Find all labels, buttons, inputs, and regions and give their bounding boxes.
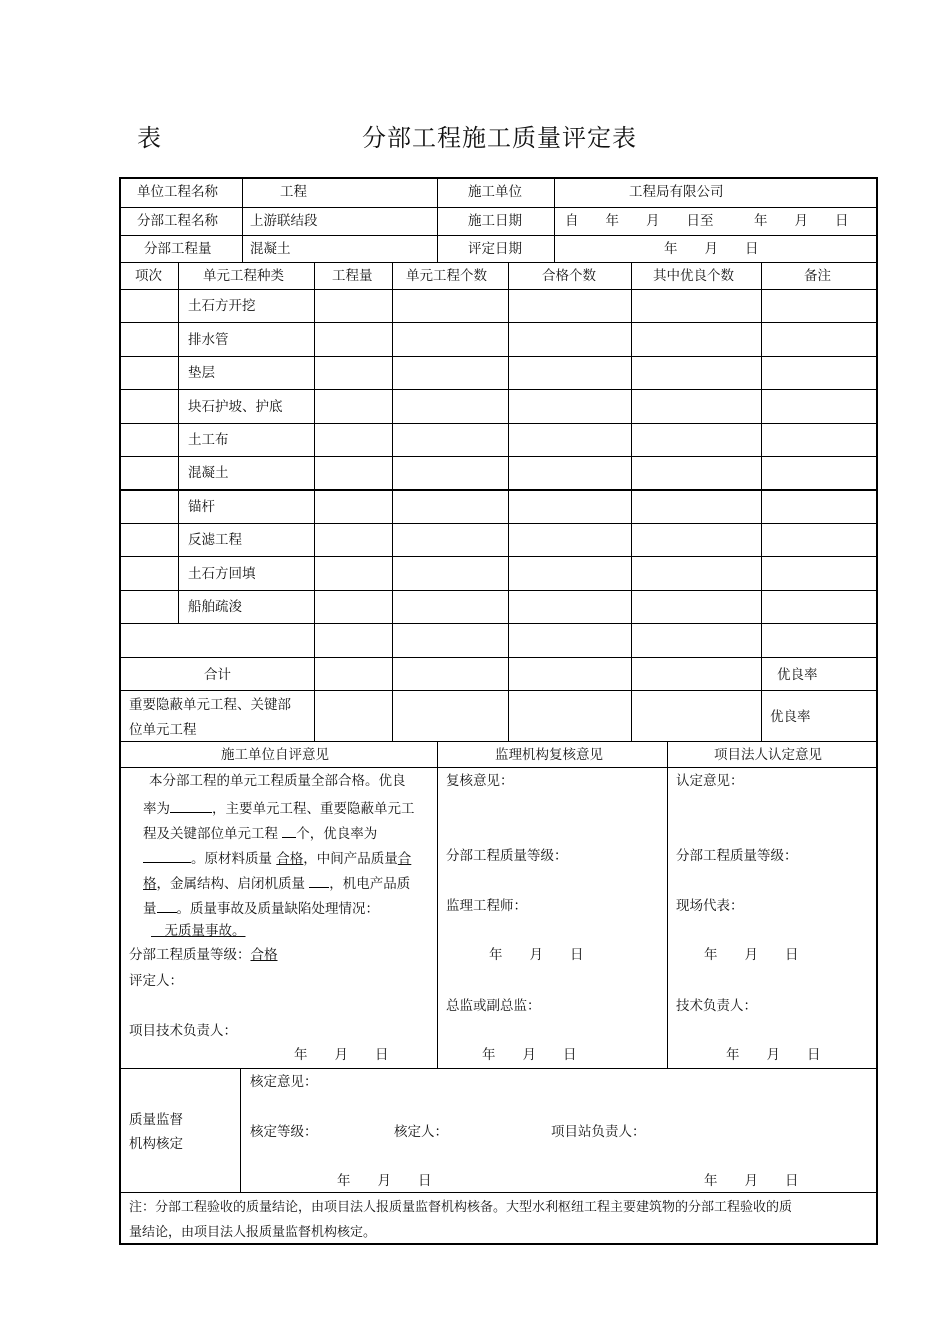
column-header: 合格个数	[542, 268, 596, 284]
row-line	[119, 356, 878, 357]
row-line	[119, 767, 878, 768]
owner-grade: 分部工程质量等级：	[676, 848, 798, 864]
item-type: 块石护坡、护底	[188, 399, 283, 415]
self-opinion-fragment: 。原材料质量	[191, 851, 277, 867]
construction-unit-label: 施工单位	[468, 184, 522, 200]
footnote: 注：分部工程验收的质量结论，由项目法人报质量监督机构核备。大型水利枢纽工程主要建筑物的分部工程验收的质	[129, 1200, 793, 1215]
row-line	[119, 1192, 878, 1193]
row-line	[119, 523, 878, 524]
row-line	[119, 207, 878, 208]
self-opinion-fragment: 无质量事故。	[164, 923, 246, 939]
column-header: 其中优良个数	[653, 268, 734, 284]
blank-line	[170, 800, 212, 813]
col-line	[392, 262, 393, 741]
col-line	[554, 177, 555, 262]
owner-date: 年 月 日	[726, 1047, 821, 1063]
col-line	[667, 741, 668, 1068]
self-evaluator: 评定人：	[129, 973, 183, 989]
self-opinion-fragment: 。质量事故及质量缺陷处理情况：	[176, 901, 379, 917]
blank-line	[309, 875, 329, 888]
row-line	[119, 489, 878, 491]
self-opinion-fragment: 量	[143, 901, 157, 917]
key-units-excellent-rate: 优良率	[770, 709, 811, 725]
item-type: 土石方开挖	[188, 298, 256, 314]
col-line	[240, 1068, 241, 1192]
item-type: 排水管	[188, 332, 229, 348]
qs-station-lead: 项目站负责人：	[551, 1124, 646, 1140]
supervisor-engineer: 监理工程师：	[446, 898, 527, 914]
opinion-header-supervisor: 监理机构复核意见	[495, 747, 603, 763]
eval-date-value: 年 月 日	[664, 241, 759, 257]
construction-unit-value: 工程局有限公司	[629, 184, 724, 200]
item-type: 船舶疏浚	[188, 599, 242, 615]
qs-opinion: 核定意见：	[250, 1074, 318, 1090]
self-opinion-fragment: 合	[397, 851, 412, 867]
supervisor-review: 复核意见：	[446, 773, 514, 789]
qs-grade: 核定等级：	[250, 1124, 318, 1140]
unit-project-label: 单位工程名称	[137, 184, 218, 200]
item-type: 土石方回填	[188, 566, 256, 582]
self-opinion-fragment: 格	[143, 876, 157, 892]
qs-label: 机构核定	[129, 1136, 183, 1152]
row-line	[119, 289, 878, 290]
row-line	[119, 1068, 878, 1069]
sub-quantity-value: 混凝土	[250, 241, 291, 257]
row-line	[119, 262, 878, 263]
blank-line	[157, 900, 177, 913]
row-line	[119, 456, 878, 457]
qs-date: 年 月 日	[704, 1173, 799, 1189]
col-line	[761, 262, 762, 741]
column-header: 工程量	[332, 268, 373, 284]
self-opinion-text	[143, 875, 410, 892]
sub-project-label: 分部工程名称	[137, 213, 218, 229]
key-units-label: 位单元工程	[129, 722, 197, 738]
qs-verifier: 核定人：	[394, 1124, 448, 1140]
item-type: 反滤工程	[188, 532, 242, 548]
supervisor-date: 年 月 日	[482, 1047, 577, 1063]
row-line	[119, 657, 878, 658]
col-line	[631, 262, 632, 741]
self-opinion-accident	[151, 925, 246, 939]
evaluation-form	[119, 177, 878, 1245]
row-line	[119, 423, 878, 424]
owner-confirm: 认定意见：	[676, 773, 744, 789]
opinion-header-owner: 项目法人认定意见	[714, 747, 822, 763]
self-opinion-text	[143, 850, 411, 867]
supervisor-chief: 总监或副总监：	[446, 998, 541, 1014]
column-header: 单元工程个数	[406, 268, 487, 284]
owner-date: 年 月 日	[704, 947, 799, 963]
item-type: 锚杆	[188, 499, 215, 515]
self-opinion-fragment: 率为	[143, 801, 170, 817]
row-line	[119, 235, 878, 236]
item-type: 混凝土	[188, 465, 229, 481]
item-type: 垫层	[188, 365, 215, 381]
self-opinion-fragment: 合格	[276, 851, 304, 867]
row-line	[119, 741, 878, 742]
column-header: 单元工程种类	[203, 268, 284, 284]
construction-date-value: 自 年 月 日至 年 月 日	[565, 213, 849, 229]
qs-date: 年 月 日	[337, 1173, 432, 1189]
col-line	[242, 177, 243, 262]
blank-line	[282, 825, 296, 838]
totals-label: 合计	[204, 667, 231, 683]
blank-line	[143, 850, 191, 863]
self-grade-label: 分部工程质量等级：	[129, 947, 251, 963]
col-line	[178, 262, 179, 624]
self-grade	[129, 949, 278, 963]
sub-project-value: 上游联结段	[250, 213, 318, 229]
self-opinion-fragment: ，金属结构、启闭机质量	[156, 876, 310, 892]
row-line	[119, 322, 878, 323]
supervisor-date: 年 月 日	[489, 947, 584, 963]
owner-tech: 技术负责人：	[676, 998, 757, 1014]
self-opinion-text: 本分部工程的单元工程质量全部合格。优良	[149, 773, 406, 789]
self-opinion-fragment: 个，优良率为	[296, 826, 378, 842]
owner-rep: 现场代表：	[676, 898, 744, 914]
column-header: 项次	[135, 268, 162, 284]
col-line	[437, 741, 438, 1068]
opinion-header-self: 施工单位自评意见	[221, 747, 329, 763]
eval-date-label: 评定日期	[468, 241, 522, 257]
footnote: 量结论，由项目法人报质量监督机构核定。	[129, 1225, 377, 1240]
self-opinion-fragment: ，中间产品质量	[303, 851, 398, 867]
row-line	[119, 690, 878, 691]
self-tech-lead: 项目技术负责人：	[129, 1023, 237, 1039]
qs-label: 质量监督	[129, 1112, 183, 1128]
totals-excellent-rate: 优良率	[777, 667, 818, 683]
column-header: 备注	[804, 268, 831, 284]
self-opinion-fragment: 程及关键部位单元工程	[143, 826, 283, 842]
construction-date-label: 施工日期	[468, 213, 522, 229]
self-opinion-fragment: ，机电产品质	[329, 876, 411, 892]
col-line	[508, 262, 509, 741]
col-line	[314, 262, 315, 741]
row-line	[119, 556, 878, 557]
col-line	[437, 177, 438, 262]
row-line	[119, 623, 878, 624]
self-opinion-text	[143, 900, 379, 917]
item-type: 土工布	[188, 432, 229, 448]
supervisor-grade: 分部工程质量等级：	[446, 848, 568, 864]
form-number-prefix: 表	[137, 124, 161, 152]
self-opinion-text	[143, 825, 377, 842]
self-opinion-fragment: ，主要单元工程、重要隐蔽单元工	[212, 801, 415, 817]
self-date: 年 月 日	[294, 1047, 389, 1063]
row-line	[119, 389, 878, 390]
self-grade-value: 合格	[250, 947, 278, 963]
unit-project-value: 工程	[280, 184, 307, 200]
self-opinion-text	[143, 800, 415, 817]
key-units-label: 重要隐蔽单元工程、关键部	[129, 697, 291, 713]
row-line	[119, 590, 878, 591]
sub-quantity-label: 分部工程量	[144, 241, 212, 257]
page-title: 分部工程施工质量评定表	[362, 124, 637, 152]
